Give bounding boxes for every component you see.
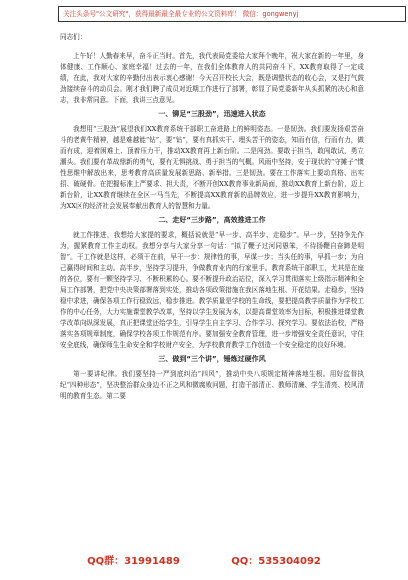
qq-number-text: QQ：535304092 [231, 556, 321, 567]
paragraph: 上午好！人勤春来早，奋斗正当时。首先，我代表局党委给大家拜个晚年，祝大家在新的一年里，身体健康、工作顺心、家庭幸福！过去的一年，在我们全体教育人的共同奋斗下，XX教育取得了一定成绩，在此，我对大家的辛勤付出表示衷心感谢！今天召开校长大会，既是调整状态的收心会，又是打气鼓劲接续奋斗的动员会。刚才我们聘了成员对近期工作进行了部署，彰显了局党委新年从头抓紧的决心和意志，我非常同意。下面，我讲三点意见。 [60, 52, 364, 104]
document-body [60, 32, 364, 404]
promo-banner: 关注头条号"公文研究"，获得最新最全最专业的公文资料库！ 微信：gongwenyj [58, 6, 406, 22]
paragraph: 第一要讲纪律。我们要坚持一严到底纠治“四风”，推动中央八项规定精神落地生根。用好监督执纪“四种形态”，坚决整治群众身边不正之风和微腐败问题，打造干部清正、教师清廉、学生清亮、校风清明的教育生态。第二要 [60, 370, 364, 400]
paragraph: 就工作推进，我想给大家提的要求，概括说就是“早一步、高半步、走稳步”。早一步，坚持争先作为，握紧教育工作主动权。我想分享与大家分享一句话：“拟了鞭子过河同愚笨，不待扬鞭自奋蹄是明智”。干工作就是这样，必须干在前，早干一步：规律性的事，早谋一步；当头任的事，早抓一步；为自己赢得时间和主动。高半步，坚持学习提升，争做教育业内的行家里手。教育系统干部职工，尤其是在座的各位，要有一颗坚持学习、不断积累的心。要不断提升政治站位，深入学习贯彻落实上级指示精神和全局工作部署，把党中央决策部署落到实处，推动各项政策措施在我区落地生根、开花结果。走稳步，坚持稳中求进，确保各项工作行稳致远，稳步推进。教学质量是学校的生命线，要把提高教学质量作为学校工作的中心任务，大力实施课堂教学改革，坚持以学生发展为本，以提高课堂效率为目标，积极推进课堂教学改革向纵深发展，真正把课堂还给学生，引导学生自主学习、合作学习、探究学习。要依法治校，严格落实各项规章制度，确保学校各项工作规范有序。要加强安全教育管理，进一步增强安全责任意识，守住安全底线，确保师生生命安全和学校财产安全，为学校教育教学工作创造一个安全稳定的良好环境。 [60, 231, 364, 349]
section-heading: 二、走好“三步路”，高效推进工作 [158, 216, 266, 224]
qq-group-text: QQ群：31991489 [87, 556, 180, 567]
paragraph: 我想用“三股劲”展望我们XX教育系统干部职工奋进路上的鲜明姿态。一是韧劲。我们要发扬艰苦奋斗的老黄牛精神，越是难越能“钻”，要“钻”，要有真抓实干、埋头苦干的姿态，知而有信，行而有力，做而有成，迎着困难上、顶着压力干，推动XX教育再上新台阶。二是闯劲。要敢于担当，敢闯敢试，勇立潮头。我们要有革故鼎新的勇气，要有无惧挑战、勇于担当的气概。风雨中坚持，安于现状的“守摊子”惯性思维中解放出来，思考教育高质量发展新思路、新举措。三是韧劲。要在工作落实上要动真格、出实招、破硬骨。在把握标准上严要求、担大责，不断开创XX教育事业新局面，推动XX教育上新台阶，迈上新台阶，让XX教育继续在全区一马当先，不断提高XX教育新的品牌效应，进一步提升XX教育影响力，为XX区的经济社会发展奉献出教育人的智慧和力量。 [60, 125, 364, 210]
section-heading: 一、铆足“三股劲”，迅速进入状态 [158, 110, 266, 118]
contact-footer [0, 550, 408, 574]
section-heading: 三、做到“三个讲”，锤炼过硬作风 [158, 355, 266, 363]
salutation: 同志们： [60, 33, 87, 41]
